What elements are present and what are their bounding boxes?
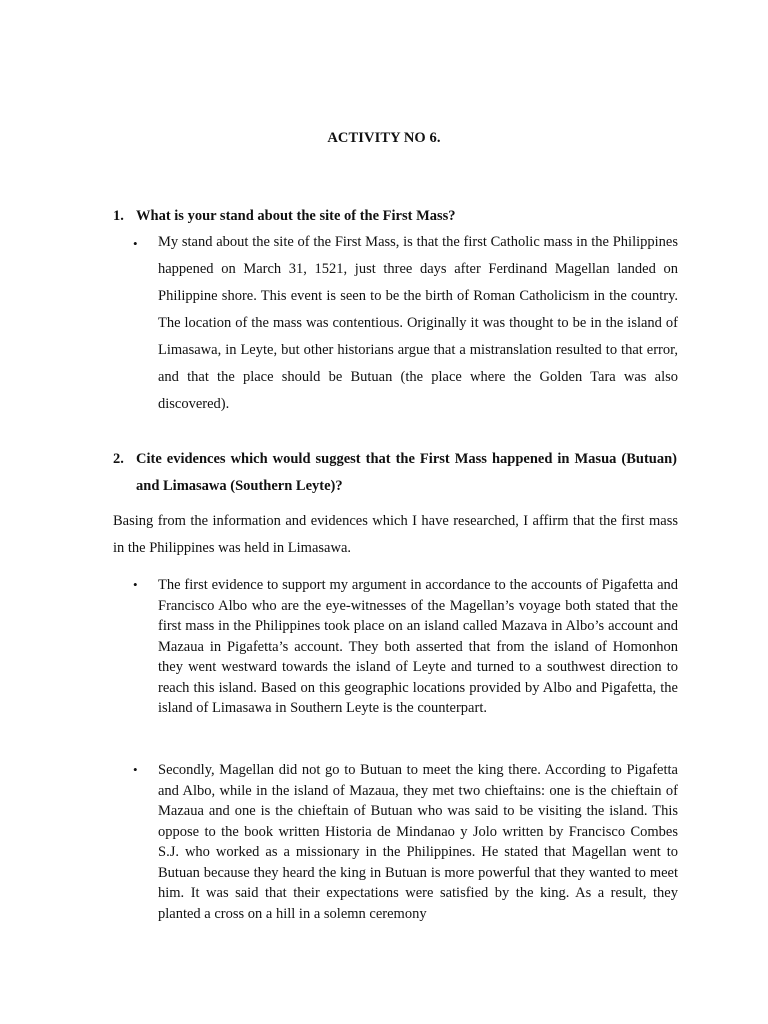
answer-2-bullet-1	[133, 575, 678, 719]
bullet-icon: •	[133, 577, 138, 592]
answer-1-text: My stand about the site of the First Mass, is that the first Catholic mass in the Philippines happened on March 31, 1521, just three days after Ferdinand Magellan landed on Philippine shore. This event is seen to be the birth of Roman Catholicism in the country. The location of the mass was contentious. Originally it was thought to be in the island of Limasawa, in Leyte, but other historians argue that a mistranslation resulted to that error, and that the place should be Butuan (the place where the Golden Tara was also discovered).	[158, 234, 678, 412]
answer-1-bullet	[133, 229, 678, 418]
question-2-text: Cite evidences which would suggest that the First Mass happened in Masua (Butuan) and Limasawa (Southern Leyte)?	[136, 451, 677, 494]
answer-2-bullet-2-text: Secondly, Magellan did not go to Butuan to meet the king there. According to Pigafetta and Albo, while in the island of Mazaua, they met two chieftains: one is the chieftain of Mazaua and one is the chieftain of Butuan who was said to be visiting the island. This oppose to the book written Historia de Mindanao y Jolo written by Francisco Combes S.J. who worked as a missionary in the Philippines. He stated that Magellan went to Butuan because they heard the king in Butuan is more powerful that they wanted to meet him. It was said that their expectations were satisfied by the king. As a result, they planted a cross on a hill in a solemn ceremony	[158, 762, 678, 922]
question-2	[113, 446, 677, 500]
bullet-icon: •	[133, 236, 138, 251]
page-title: ACTIVITY NO 6.	[327, 130, 441, 146]
question-1-number: 1.	[113, 208, 124, 224]
answer-2-bullet-2	[133, 760, 678, 924]
question-2-number: 2.	[113, 451, 124, 467]
bullet-icon: •	[133, 762, 138, 777]
answer-2-bullet-1-text: The first evidence to support my argument in accordance to the accounts of Pigafetta and Francisco Albo who are the eye-witnesses of the Magellan’s voyage both stated that the first mass in the Philippines took place on an island called Mazava in Albo’s account and Mazaua in Pigafetta’s account. They both asserted that from the island of Homonhon they went westward towards the island of Leyte and turned to a southwest direction to reach this island. Based on this geographic locations provided by Albo and Pigafetta, the island of Limasawa in Southern Leyte is the counterpart.	[158, 577, 678, 716]
question-1	[113, 205, 677, 227]
question-1-text: What is your stand about the site of the First Mass?	[136, 208, 456, 224]
answer-2-intro: Basing from the information and evidences which I have researched, I affirm that the first mass in the Philippines was held in Limasawa.	[113, 513, 678, 556]
